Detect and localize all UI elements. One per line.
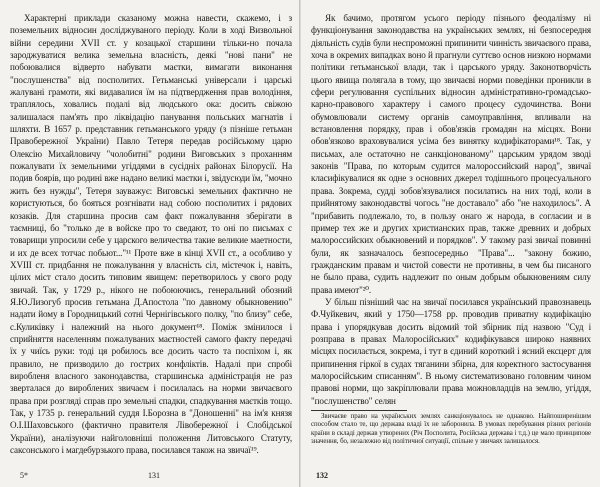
- left-page: [10, 12, 292, 480]
- right-page: [311, 12, 591, 480]
- right-page-number: 132: [316, 471, 328, 480]
- right-paragraph-1: Як бачимо, протягом усього періоду пізнього феодалізму ні функціонування законодавства на українських землях, ні безпосередня діяльність судів були неспроможні припинити чинність звичаєвого права, хоча в окремих випадках воно й прагнули суттєво основ низкою нормами політики гетьманської влади, так і царського уряду. Законотворчість цього явища полягала в тому, що звичаєві норми поведінки проникли в сфери регулювання суспільних відносин адміністративно-громадсько-карно-правового характеру і самого процесу судочинства. Вони обумовлювали систему органів самоуправління, впливали на встановлення порядку, прав і обов'язків громадян на місцях. Вони обов'язково враховувалися усіма без винятку кодифікаторами¹⁸. Так, у письмах, але остаточно не санкціонованому" царським урядом зводі законів "Права, по которым судится малороссийский народ", звичаї класифікувалися як одне з основних джерел тодішнього процесуального права. Зокрема, судді зобов'язувалися посилатись на них тоді, коли в прийнятому законодавстві чогось "не доставало" або "не находилось". А "прибавить подлежало, то, в пользу онаго ж народа, в согласии и в пример тех же и других христианских прав, также древних и добрых малороссийских обыкновений и порядков". У такому разі звичаї повинні були, як зазначалось безпосередньо "Права"... "закону божию, гражданским правам и чистой совести не противны, в чем бы писаного не было права, судить надлежит по оным добрым обыкновениям силу права имеют"²⁰.: [311, 13, 591, 295]
- right-page-body: [311, 12, 591, 407]
- left-paragraph-1: Характерні приклади сказаному можна навести, скажемо, і з поземельних відносин досліджуваного періоду. Коли в ході Визвольної війни середини XVII ст. у козацької старшини тільки-но почала зароджуватися велика земельна власність, деякі "нові пани" не побоювалися відверто набувати маєтки, вимагати виконання "послушенства" від посполитих. Гетьманські універсали і царські жалувані грамоти, які видавалися їм на підтвердження прав володіння, траплялось, ховались подалі від людського ока: досить свіжою залишалася пам'ять про ліквідацію панування польських магнатів і шляхти. В 1657 р. представник гетьманського уряду (з пізніше гетьман Правобережної України) Павло Тетеря передав російському царю Олексію Михайловичу "чолобитні" родини Виговських з проханням пожалувати їх земельними угіддями в сусідніх районах Білорусії. На подив боярів, що родині вже надано великі маєтки і, звідусюди їм, "мочно жить без нужды", Тетеря зауважує: Виговські земельних фактично не користуються, бо бояться розгнівати над собою посполитих і рядових козаків. Для старшина просив сам факт пожалування зберігати в таємниці, бо "только де в войске про то сведают, то оні по письмах с товарищи упросили себе у царского величества такие великие маетности, и их де всех тотчас побьют..."¹¹ Проте вже в кінці XVII ст., а особливо у XVIII ст. придбання не пожалування у власність сіл, містечок і, навіть, цілих міст стало досить типовим явищем: перетворилось у свого роду звичай. Так, у 1729 р., нікого не побоюючись, генеральний обозний Я.Ю.Лизогуб просив гетьмана Д.Апостола "по давному обыкновению" надати йому в Городницький сотні Чернігівського полку, "по близу" себе, с.Куликівку і належний на нього документ¹⁸. Поміж змінилося і сприйняття населенням пожалуваних маєтностей самого факту передачі їх у чиїсь руки: тоді ця робилось все досить часто та поспіхом і, як правило, не призводило до гострих конфліктів. Надалі при спробі виробленя власного законодавства, старшинська адміністрація не раз зверталася до вироблених звичаєм і посилалась на норми звичаєвого права при розгляді справ про земельні спадки, спадкування маєтків тощо. Так, у 1735 р. генеральний суддя І.Борозна в "Доношенні" на ім'я князя О.І.Шаховського (фактично правителя Лівобережної і Слобідської України), аналізуючи найголовніші положення Литовського Статуту, саксонського і магдебурзького права, посилався також на звичаї¹⁹.: [10, 13, 292, 456]
- footnote-text: Звичаєве право на українських землях санкціонувалось не однаково. Найпоширенішим способом стало те, що держава владі їх не заборонила. В умовах перебування різних регіонів країни в складі держав утворених (Річ Посполита, Російська держава і т.д.) це мало принципове значення, бо, незалежно від політичної ситуації, спільне у звичаях залишалося.: [311, 413, 591, 446]
- left-page-number: 131: [148, 471, 160, 480]
- footnote: [311, 413, 591, 447]
- right-paragraph-2: У більш пізніший час на звичаї посилався український правознавець Ф.Чуйкевич, який у 1750—1758 рр. проводив приватну кодифікацію права і упорядкував досить відомий той збірник під назвою "Суд і розправа в правах Малоросійських" кодифікувався широко наявних місцях посилається, зокрема, і тут в єдиний короткий і ясний ексцерт для припинення гіркої в судах тяганини збірна, для коректного застосування малоросійським списанням". В ньому систематизовано головним чином правові норми, що закріплювали права можновладців на землю, угіддя, "послушенство" селян: [311, 296, 591, 406]
- footnote-rule: [311, 410, 407, 411]
- book-gutter: [299, 0, 301, 487]
- signature-mark: 5*: [20, 471, 28, 480]
- left-page-body: [10, 12, 292, 456]
